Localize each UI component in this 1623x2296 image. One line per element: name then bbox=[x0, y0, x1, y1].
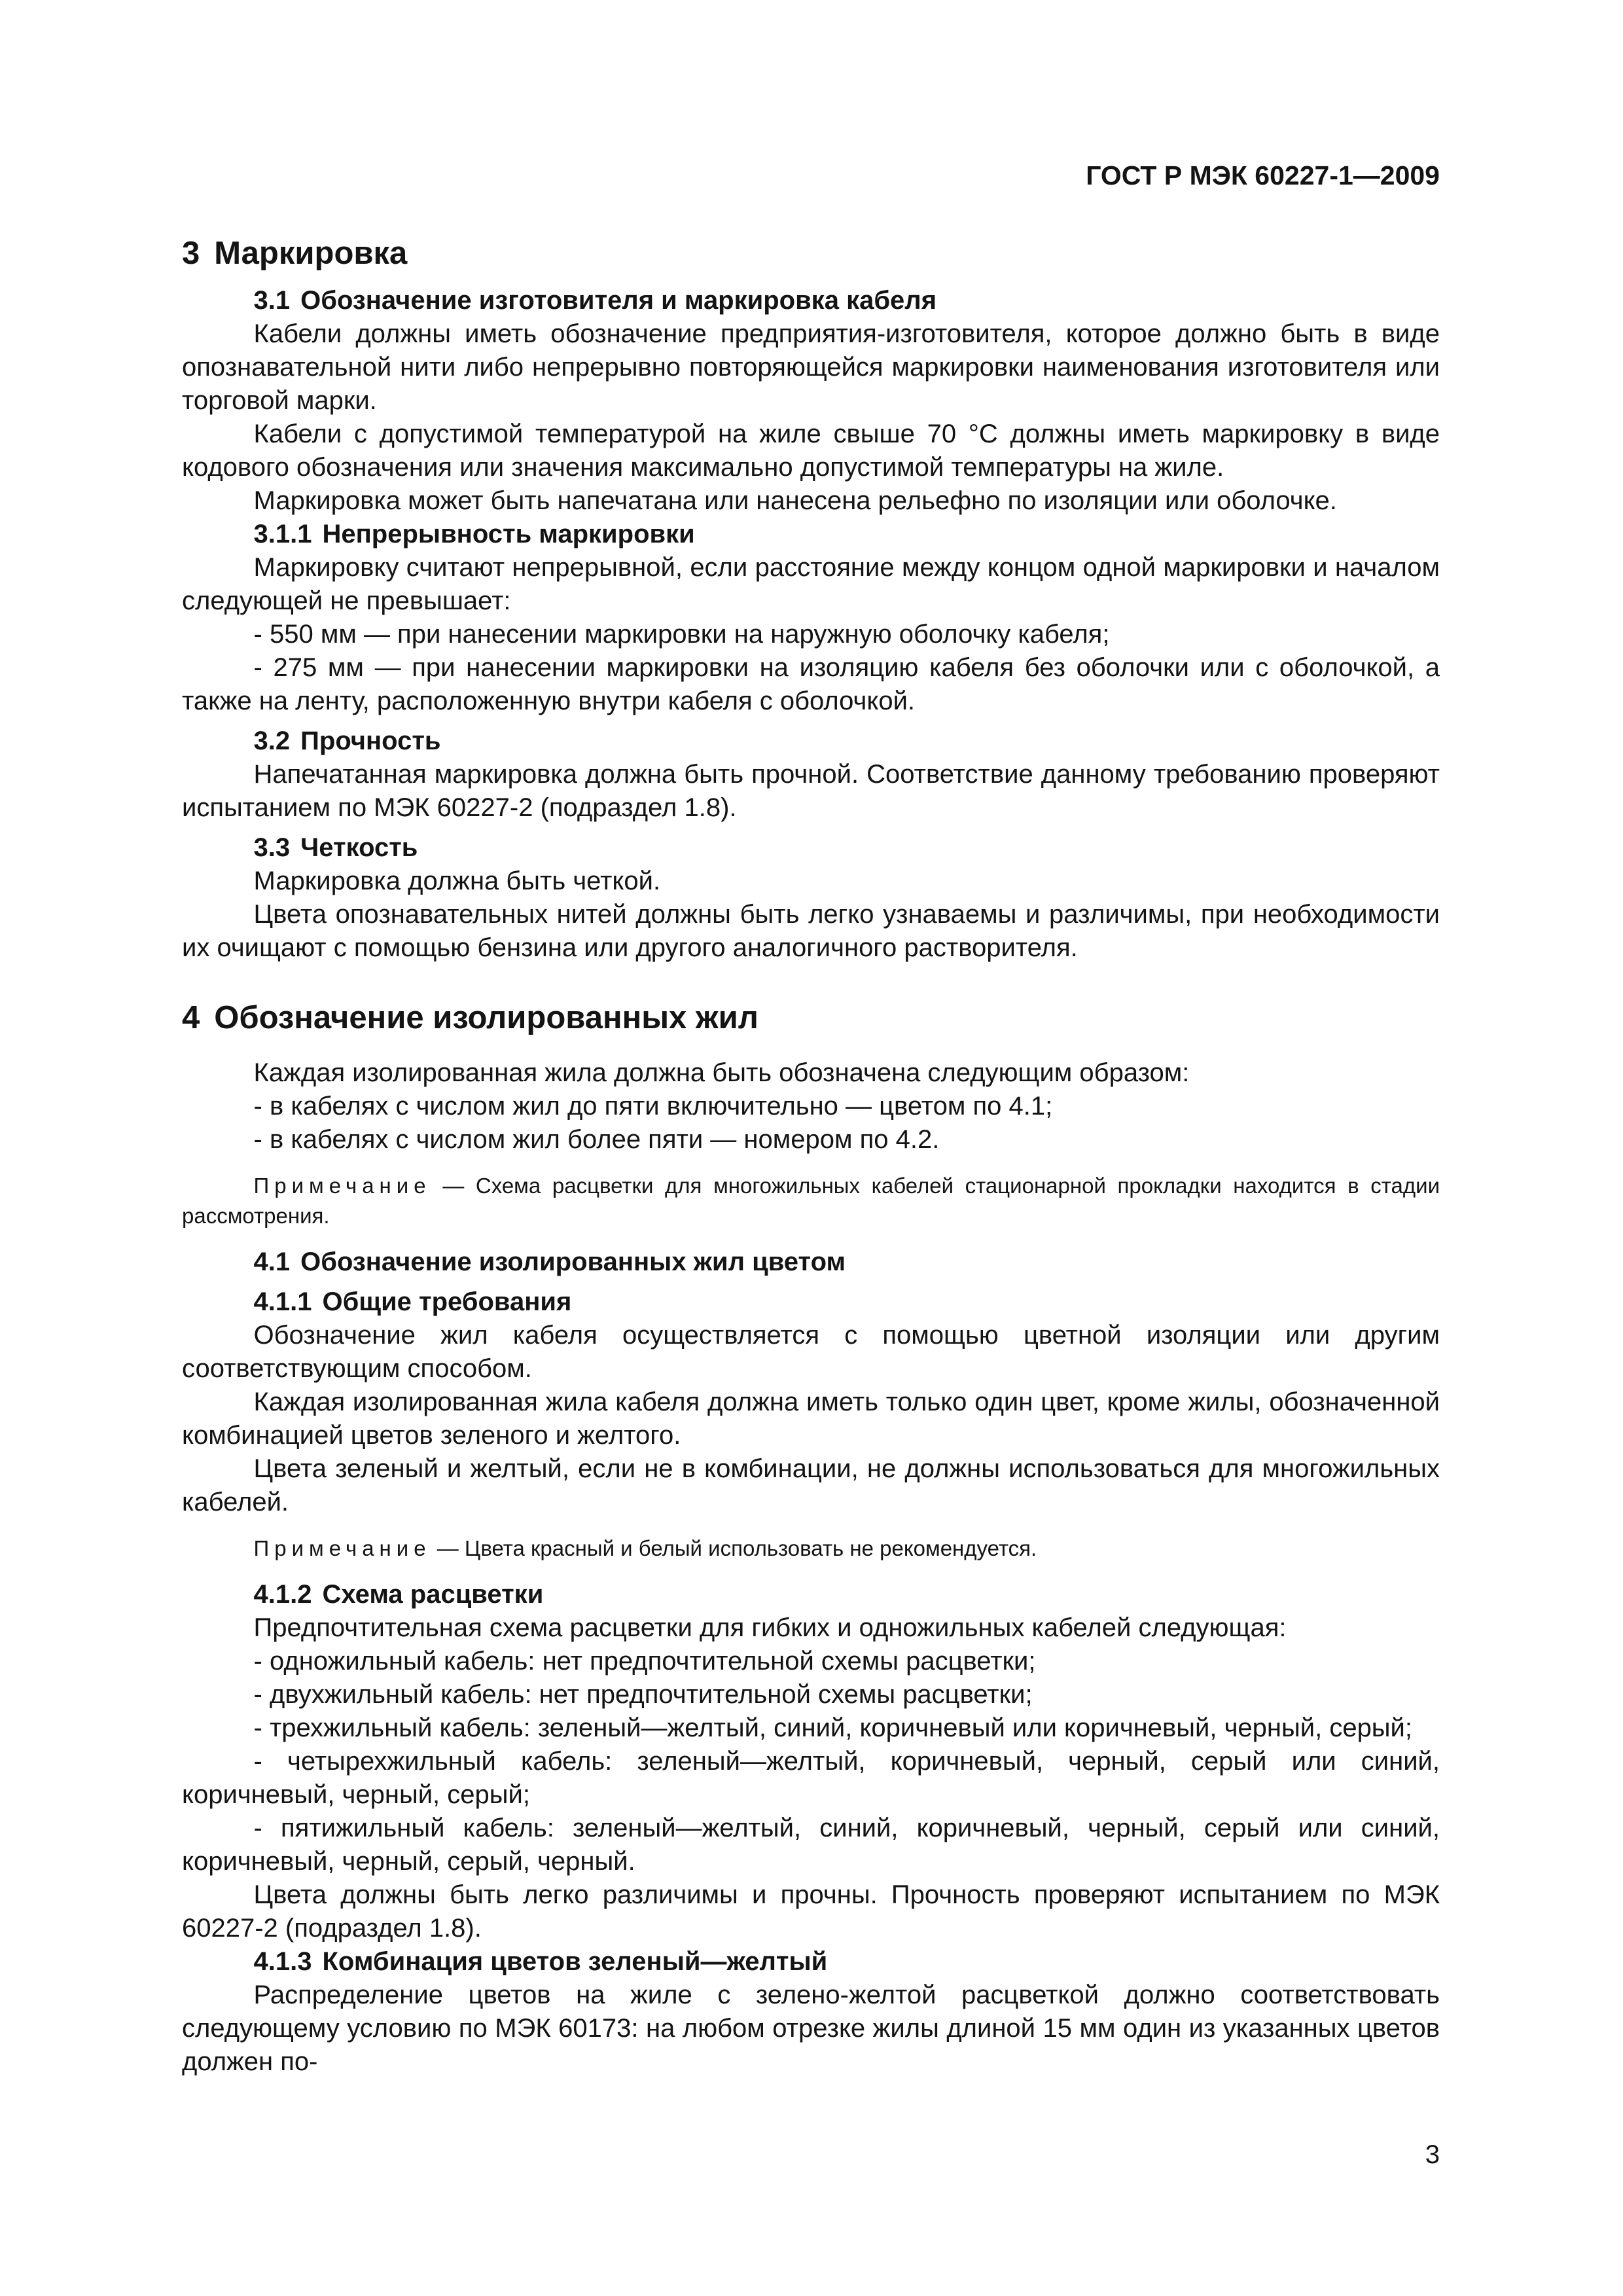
clause-3-1-1-heading bbox=[182, 518, 1440, 551]
paragraph: Каждая изолированная жила кабеля должна иметь только один цвет, кроме жилы, обозначенной комбинацией цветов зеленого и желтого. bbox=[182, 1388, 1440, 1450]
list-item: - в кабелях с числом жил более пяти — номером по 4.2. bbox=[253, 1125, 940, 1154]
subsection-3-2-heading bbox=[182, 725, 1440, 758]
paragraph: Кабели должны иметь обозначение предприятия-изготовителя, которое должно быть в виде опознавательной нити либо непрерывно повторяющейся маркировки наименования изготовителя или торговой марки. bbox=[182, 319, 1440, 415]
paragraph: Цвета должны быть легко различимы и прочны. Прочность проверяют испытанием по МЭК 60227-2 (подраздел 1.8). bbox=[182, 1880, 1440, 1943]
paragraph: Кабели с допустимой температурой на жиле свыше 70 °С должны иметь маркировку в виде кодового обозначения или значения максимально допустимой температуры на жиле. bbox=[182, 420, 1440, 482]
note bbox=[182, 1534, 1440, 1564]
paragraph: Цвета зеленый и желтый, если не в комбинации, не должны использоваться для многожильных кабелей. bbox=[182, 1454, 1440, 1516]
list-item: - четырехжильный кабель: зеленый—желтый, коричневый, черный, серый или синий, коричневый, черный, серый; bbox=[182, 1747, 1440, 1809]
subsection-3-1-heading bbox=[182, 284, 1440, 317]
list-item: - одножильный кабель: нет предпочтительной схемы расцветки; bbox=[253, 1647, 1036, 1676]
list-item: - двухжильный кабель: нет предпочтительной схемы расцветки; bbox=[253, 1680, 1033, 1709]
clause-title: Общие требования bbox=[322, 1287, 572, 1316]
subsection-number: 3.1 bbox=[253, 286, 291, 315]
note bbox=[182, 1171, 1440, 1231]
clause-number: 4.1.2 bbox=[253, 1580, 312, 1609]
paragraph: Напечатанная маркировка должна быть прочной. Соответствие данному требованию проверяют испытанием по МЭК 60227-2 (подраздел 1.8). bbox=[182, 760, 1440, 822]
page-content bbox=[182, 234, 1440, 2079]
clause-4-1-1-heading bbox=[182, 1285, 1440, 1319]
list-item: - пятижильный кабель: зеленый—желтый, синий, коричневый, черный, серый или синий, коричневый, черный, серый, черный. bbox=[182, 1814, 1440, 1876]
page-number: 3 bbox=[1425, 2140, 1440, 2169]
paragraph: Обозначение жил кабеля осуществляется с помощью цветной изоляции или другим соответствующим способом. bbox=[182, 1321, 1440, 1383]
list-item: - трехжильный кабель: зеленый—желтый, синий, коричневый или коричневый, черный, серый; bbox=[253, 1713, 1413, 1742]
clause-number: 4.1.3 bbox=[253, 1947, 312, 1976]
list-item: - 550 мм — при нанесении маркировки на наружную оболочку кабеля; bbox=[253, 620, 1110, 649]
paragraph: Каждая изолированная жила должна быть обозначена следующим образом: bbox=[253, 1058, 1190, 1087]
subsection-number: 3.2 bbox=[253, 726, 291, 755]
subsection-title: Прочность bbox=[300, 726, 441, 755]
subsection-number: 3.3 bbox=[253, 833, 291, 862]
note-label: Примечание bbox=[253, 1536, 431, 1560]
list-item: - в кабелях с числом жил до пяти включительно — цветом по 4.1; bbox=[253, 1092, 1053, 1121]
clause-title: Схема расцветки bbox=[322, 1580, 544, 1609]
section-number: 3 bbox=[182, 236, 200, 271]
section-number: 4 bbox=[182, 1000, 200, 1035]
paragraph: Предпочтительная схема расцветки для гибких и одножильных кабелей следующая: bbox=[253, 1613, 1287, 1642]
clause-title: Непрерывность маркировки bbox=[322, 520, 695, 548]
subsection-title: Обозначение изготовителя и маркировка кабеля bbox=[300, 286, 937, 315]
paragraph: Цвета опознавательных нитей должны быть легко узнаваемы и различимы, при необходимости их очищают с помощью бензина или другого аналогичного растворителя. bbox=[182, 900, 1440, 962]
note-text: — Схема расцветки для многожильных кабелей стационарной прокладки находится в стадии рассмотрения. bbox=[182, 1174, 1440, 1228]
subsection-title: Обозначение изолированных жил цветом bbox=[300, 1247, 846, 1276]
list-item: - 275 мм — при нанесении маркировки на изоляцию кабеля без оболочки или с оболочкой, а также на ленту, расположенную внутри кабеля с оболочкой. bbox=[182, 653, 1440, 715]
paragraph: Маркировку считают непрерывной, если расстояние между концом одной маркировки и началом следующей не превышает: bbox=[182, 553, 1440, 615]
paragraph: Маркировка должна быть четкой. bbox=[253, 867, 661, 895]
subsection-3-3-heading bbox=[182, 831, 1440, 865]
subsection-number: 4.1 bbox=[253, 1247, 291, 1276]
standard-code: ГОСТ Р МЭК 60227-1—2009 bbox=[1086, 160, 1440, 190]
clause-4-1-2-heading bbox=[182, 1578, 1440, 1611]
note-text: — Цвета красный и белый использовать не рекомендуется. bbox=[437, 1536, 1037, 1560]
paragraph: Маркировка может быть напечатана или нанесена рельефно по изоляции или оболочке. bbox=[253, 486, 1337, 515]
section-4-heading bbox=[182, 999, 1440, 1037]
clause-number: 4.1.1 bbox=[253, 1287, 312, 1316]
section-title: Обозначение изолированных жил bbox=[214, 1000, 758, 1035]
subsection-title: Четкость bbox=[300, 833, 418, 862]
subsection-4-1-heading bbox=[182, 1246, 1440, 1279]
section-3-heading bbox=[182, 234, 1440, 272]
paragraph: Распределение цветов на жиле с зелено-желтой расцветкой должно соответствовать следующему условию по МЭК 60173: на любом отрезке жилы длиной 15 мм один из указанных цветов должен по- bbox=[182, 1981, 1440, 2076]
clause-4-1-3-heading bbox=[182, 1945, 1440, 1979]
section-title: Маркировка bbox=[214, 236, 408, 271]
clause-number: 3.1.1 bbox=[253, 520, 312, 548]
note-label: Примечание bbox=[253, 1174, 431, 1198]
clause-title: Комбинация цветов зеленый—желтый bbox=[322, 1947, 828, 1976]
